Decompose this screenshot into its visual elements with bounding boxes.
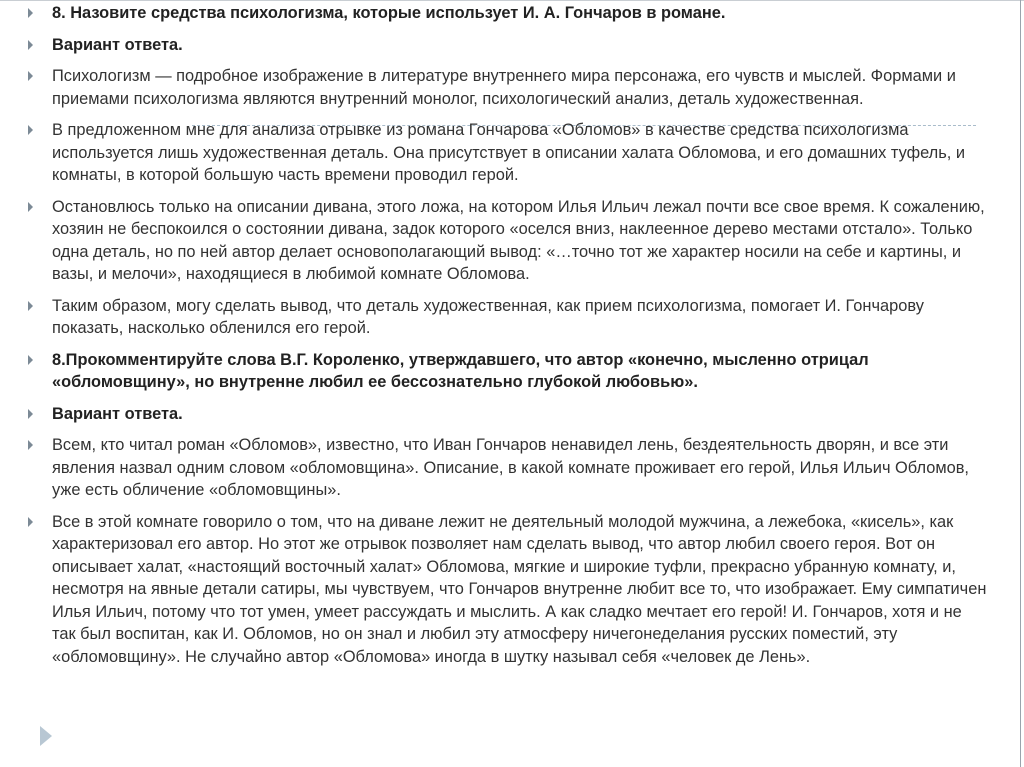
bullet-text: Психологизм — подробное изображение в литературе внутреннего мира персонажа, его чувств и мыслей. Формами и приемами психологизма являются внутренний монолог, психологический анализ, деталь художественная. xyxy=(52,67,956,108)
bullet-arrow-icon xyxy=(28,40,33,50)
slide-right-border xyxy=(1020,0,1021,767)
bullet-text: Всем, кто читал роман «Обломов», известно, что Иван Гончаров ненавидел лень, бездеятельность дворян, и все эти явления назвал одним словом «обломовщина». Описание, в какой комнате проживает его герой, Илья Ильич Обломов, уже есть обличение «обломовщины». xyxy=(52,436,969,499)
bullet-text: Все в этой комнате говорило о том, что на диване лежит не деятельный молодой мужчина, а лежебока, «кисель», как характеризовал его автор. Но этот же отрывок позволяет нам сделать вывод, что автор любил своего героя. Вот он описывает халат, «настоящий восточный халат» Обломова, мягкие и широкие туфли, прекрасно убранную комнату, и, несмотря на явные детали сатиры, мы чувствуем, что Гончаров внутренне любит все то, что изображает. Ему симпатичен Илья Ильич, потому что тот умен, умеет рассуждать и мыслить. А как сладко мечтает его герой! И. Гончаров, хотя и не так был воспитан, как И. Обломов, но он знал и любил эту атмосферу ничегонеделания русских поместий, эту «обломовщину». Не случайно автор «Обломова» иногда в шутку называл себя «человек де Лень». xyxy=(52,512,987,666)
slide-top-border xyxy=(0,0,1024,1)
bullet-arrow-icon xyxy=(28,202,33,212)
bullet-item-answer-label-2 xyxy=(28,403,988,426)
bullet-item-answer-label-1 xyxy=(28,34,988,57)
bullet-item-conclusion xyxy=(28,295,988,340)
bullet-arrow-icon xyxy=(28,301,33,311)
bullet-text: 8.Прокомментируйте слова В.Г. Короленко, утверждавшего, что автор «конечно, мысленно отрицал «обломовщину», но внутренне любил ее бессознательно глубокой любовью». xyxy=(52,350,869,391)
bullet-arrow-icon xyxy=(28,355,33,365)
bullet-arrow-icon xyxy=(28,71,33,81)
bullet-arrow-icon xyxy=(28,125,33,135)
bullet-text: Остановлюсь только на описании дивана, этого ложа, на котором Илья Ильич лежал почти все свое время. К сожалению, хозяин не беспокоился о состоянии дивана, задок которого «оселся вниз, наклеенное дерево местами отстало». Только одна деталь, но по ней автор делает основополагающий вывод: «…точно тот же характер носили на себе и картины, и вазы, и мелочи», находящиеся в любимой комнате Обломова. xyxy=(52,197,985,283)
bullet-item-oblomovshchina xyxy=(28,434,988,502)
bullet-item-analysis xyxy=(28,119,988,187)
bullet-item-question-2 xyxy=(28,349,988,394)
bullet-text: Таким образом, могу сделать вывод, что деталь художественная, как прием психологизма, помогает И. Гончарову показать, насколько обленился его герой. xyxy=(52,296,924,337)
bullet-item-question-1 xyxy=(28,2,988,25)
bullet-arrow-icon xyxy=(28,8,33,18)
bullet-item-room xyxy=(28,511,988,669)
bullet-text: Вариант ответа. xyxy=(52,35,183,54)
bullet-text: В предложенном мне для анализа отрывке из романа Гончарова «Обломов» в качестве средства психологизма используется лишь художественная деталь. Она присутствует в описании халата Обломова, и его домашних туфель, и комнаты, в которой большую часть времени проводил герой. xyxy=(52,121,966,184)
bullet-text: 8. Назовите средства психологизма, которые использует И. А. Гончаров в романе. xyxy=(52,4,726,22)
bullet-text: Вариант ответа. xyxy=(52,404,183,423)
bullet-arrow-icon xyxy=(28,440,33,450)
bullet-item-sofa xyxy=(28,196,988,286)
bullet-arrow-icon xyxy=(28,409,33,419)
slide-corner-arrow-icon xyxy=(40,726,52,746)
bullet-item-definition xyxy=(28,65,988,110)
bullet-arrow-icon xyxy=(28,517,33,527)
bullet-list xyxy=(28,2,988,677)
